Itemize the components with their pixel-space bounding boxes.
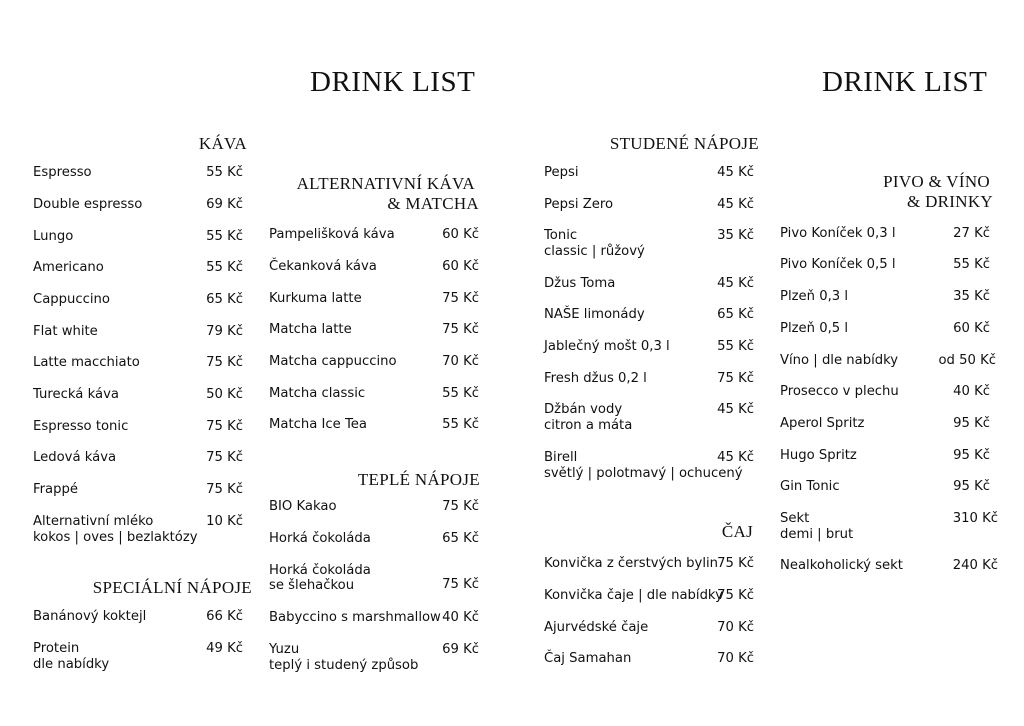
section-title-alternativni bbox=[297, 174, 479, 214]
section-title-specialni: SPECIÁLNÍ NÁPOJE bbox=[92, 578, 252, 597]
item-price: od 50 Kč bbox=[938, 353, 996, 368]
item-note: se šlehačkou bbox=[269, 578, 355, 593]
item-price: 35 Kč bbox=[953, 289, 990, 304]
item-price: 95 Kč bbox=[953, 448, 990, 463]
section-title-pivo-line1: PIVO & VÍNO bbox=[883, 172, 990, 191]
item-note: classic | růžový bbox=[544, 244, 645, 259]
item-name: Konvička čaje | dle nabídky bbox=[544, 588, 723, 603]
item-name: Matcha classic bbox=[269, 386, 366, 401]
item-name: Cappuccino bbox=[33, 292, 110, 307]
item-price: 69 Kč bbox=[206, 197, 243, 212]
item-name: Fresh džus 0,2 l bbox=[544, 371, 647, 386]
item-price: 55 Kč bbox=[717, 339, 754, 354]
item-price: 65 Kč bbox=[206, 292, 243, 307]
item-name: Lungo bbox=[33, 229, 74, 244]
section-title-studene: STUDENÉ NÁPOJE bbox=[609, 134, 759, 153]
item-price: 75 Kč bbox=[442, 291, 479, 306]
section-title-pivo bbox=[883, 172, 993, 212]
item-name: Horká čokoláda bbox=[269, 563, 371, 578]
item-price: 60 Kč bbox=[953, 321, 990, 336]
item-price: 75 Kč bbox=[206, 482, 243, 497]
item-name: Latte macchiato bbox=[33, 355, 140, 370]
item-name: NAŠE limonády bbox=[544, 307, 645, 322]
item-name: Matcha Ice Tea bbox=[269, 417, 367, 432]
item-price: 55 Kč bbox=[206, 260, 243, 275]
item-price: 40 Kč bbox=[953, 384, 990, 399]
item-name: Ajurvédské čaje bbox=[544, 620, 649, 635]
item-price: 60 Kč bbox=[442, 259, 479, 274]
item-price: 45 Kč bbox=[717, 402, 754, 417]
item-price: 49 Kč bbox=[206, 641, 243, 656]
item-name: Horká čokoláda bbox=[269, 531, 371, 546]
item-name: Alternativní mléko bbox=[33, 514, 154, 529]
item-name: Frappé bbox=[33, 482, 78, 497]
item-name: Ledová káva bbox=[33, 450, 117, 465]
item-name: Hugo Spritz bbox=[780, 448, 857, 463]
item-price: 69 Kč bbox=[442, 642, 479, 657]
item-name: Double espresso bbox=[33, 197, 143, 212]
item-name: Pivo Koníček 0,3 l bbox=[780, 226, 896, 241]
item-price: 40 Kč bbox=[442, 610, 479, 625]
item-name: Kurkuma latte bbox=[269, 291, 362, 306]
page-title-right: DRINK LIST bbox=[822, 66, 988, 98]
item-price: 79 Kč bbox=[206, 324, 243, 339]
item-price: 55 Kč bbox=[206, 229, 243, 244]
section-title-alternativni-line1: ALTERNATIVNÍ KÁVA bbox=[296, 174, 475, 193]
item-note: demi | brut bbox=[780, 527, 854, 542]
item-name: Matcha latte bbox=[269, 322, 352, 337]
item-price: 75 Kč bbox=[717, 371, 754, 386]
item-name: Konvička z čerstvých bylin bbox=[544, 556, 719, 571]
item-name: Turecká káva bbox=[33, 387, 119, 402]
item-name: Birell bbox=[544, 450, 578, 465]
item-name: Pepsi Zero bbox=[544, 197, 614, 212]
item-name: Plzeň 0,3 l bbox=[780, 289, 849, 304]
item-price: 240 Kč bbox=[952, 558, 998, 573]
item-price: 310 Kč bbox=[952, 511, 998, 526]
item-name: Prosecco v plechu bbox=[780, 384, 899, 399]
page-title-left: DRINK LIST bbox=[310, 66, 476, 98]
item-name: Babyccino s marshmallow bbox=[269, 610, 441, 625]
item-price: 75 Kč bbox=[717, 556, 754, 571]
item-name: Aperol Spritz bbox=[780, 416, 865, 431]
item-price: 75 Kč bbox=[206, 355, 243, 370]
item-note: dle nabídky bbox=[33, 657, 110, 672]
item-name: Tonic bbox=[544, 228, 578, 243]
item-name: Čekanková káva bbox=[269, 259, 377, 274]
item-name: BIO Kakao bbox=[269, 499, 337, 514]
section-title-alternativni-line2: & MATCHA bbox=[387, 194, 479, 213]
item-price: 45 Kč bbox=[717, 165, 754, 180]
item-note: teplý i studený způsob bbox=[269, 658, 419, 673]
item-price: 65 Kč bbox=[442, 531, 479, 546]
item-name: Banánový koktejl bbox=[33, 609, 147, 624]
item-price: 45 Kč bbox=[717, 197, 754, 212]
section-title-kava: KÁVA bbox=[198, 134, 247, 153]
item-price: 95 Kč bbox=[953, 416, 990, 431]
item-name: Jablečný mošt 0,3 l bbox=[544, 339, 670, 354]
item-price: 55 Kč bbox=[442, 417, 479, 432]
section-title-pivo-line2: & DRINKY bbox=[907, 192, 993, 211]
item-price: 70 Kč bbox=[717, 620, 754, 635]
item-price: 95 Kč bbox=[953, 479, 990, 494]
item-name: Nealkoholický sekt bbox=[780, 558, 903, 573]
item-name: Sekt bbox=[780, 511, 810, 526]
item-price: 55 Kč bbox=[442, 386, 479, 401]
item-price: 65 Kč bbox=[717, 307, 754, 322]
item-price: 10 Kč bbox=[206, 514, 243, 529]
item-price: 75 Kč bbox=[206, 450, 243, 465]
item-note: citron a máta bbox=[544, 418, 633, 433]
item-name: Yuzu bbox=[269, 642, 300, 657]
item-price: 55 Kč bbox=[953, 257, 990, 272]
item-name: Americano bbox=[33, 260, 104, 275]
item-name: Flat white bbox=[33, 324, 98, 339]
section-title-caj: ČAJ bbox=[721, 522, 753, 541]
item-price: 27 Kč bbox=[953, 226, 990, 241]
item-price: 75 Kč bbox=[206, 419, 243, 434]
item-price: 55 Kč bbox=[206, 165, 243, 180]
item-name: Džbán vody bbox=[544, 402, 623, 417]
item-name: Gin Tonic bbox=[780, 479, 840, 494]
item-price: 75 Kč bbox=[442, 499, 479, 514]
item-price: 75 Kč bbox=[442, 322, 479, 337]
item-price: 70 Kč bbox=[717, 651, 754, 666]
item-name: Matcha cappuccino bbox=[269, 354, 397, 369]
item-name: Plzeň 0,5 l bbox=[780, 321, 849, 336]
item-price: 50 Kč bbox=[206, 387, 243, 402]
item-name: Espresso tonic bbox=[33, 419, 129, 434]
item-price: 45 Kč bbox=[717, 276, 754, 291]
item-name: Pampelišková káva bbox=[269, 227, 395, 242]
item-name: Džus Toma bbox=[544, 276, 616, 291]
item-name: Pepsi bbox=[544, 165, 579, 180]
item-name: Pivo Koníček 0,5 l bbox=[780, 257, 896, 272]
item-price: 70 Kč bbox=[442, 354, 479, 369]
item-price: 60 Kč bbox=[442, 227, 479, 242]
item-name: Víno | dle nabídky bbox=[780, 353, 899, 368]
item-price: 75 Kč bbox=[442, 577, 479, 592]
item-name: Protein bbox=[33, 641, 80, 656]
item-name: Espresso bbox=[33, 165, 92, 180]
item-note: světlý | polotmavý | ochucený bbox=[544, 466, 743, 481]
item-price: 45 Kč bbox=[717, 450, 754, 465]
item-name: Čaj Samahan bbox=[544, 651, 632, 666]
item-price: 75 Kč bbox=[717, 588, 754, 603]
item-note: kokos | oves | bezlaktózy bbox=[33, 530, 198, 545]
section-title-teple: TEPLÉ NÁPOJE bbox=[357, 470, 480, 489]
item-price: 66 Kč bbox=[206, 609, 243, 624]
item-price: 35 Kč bbox=[717, 228, 754, 243]
